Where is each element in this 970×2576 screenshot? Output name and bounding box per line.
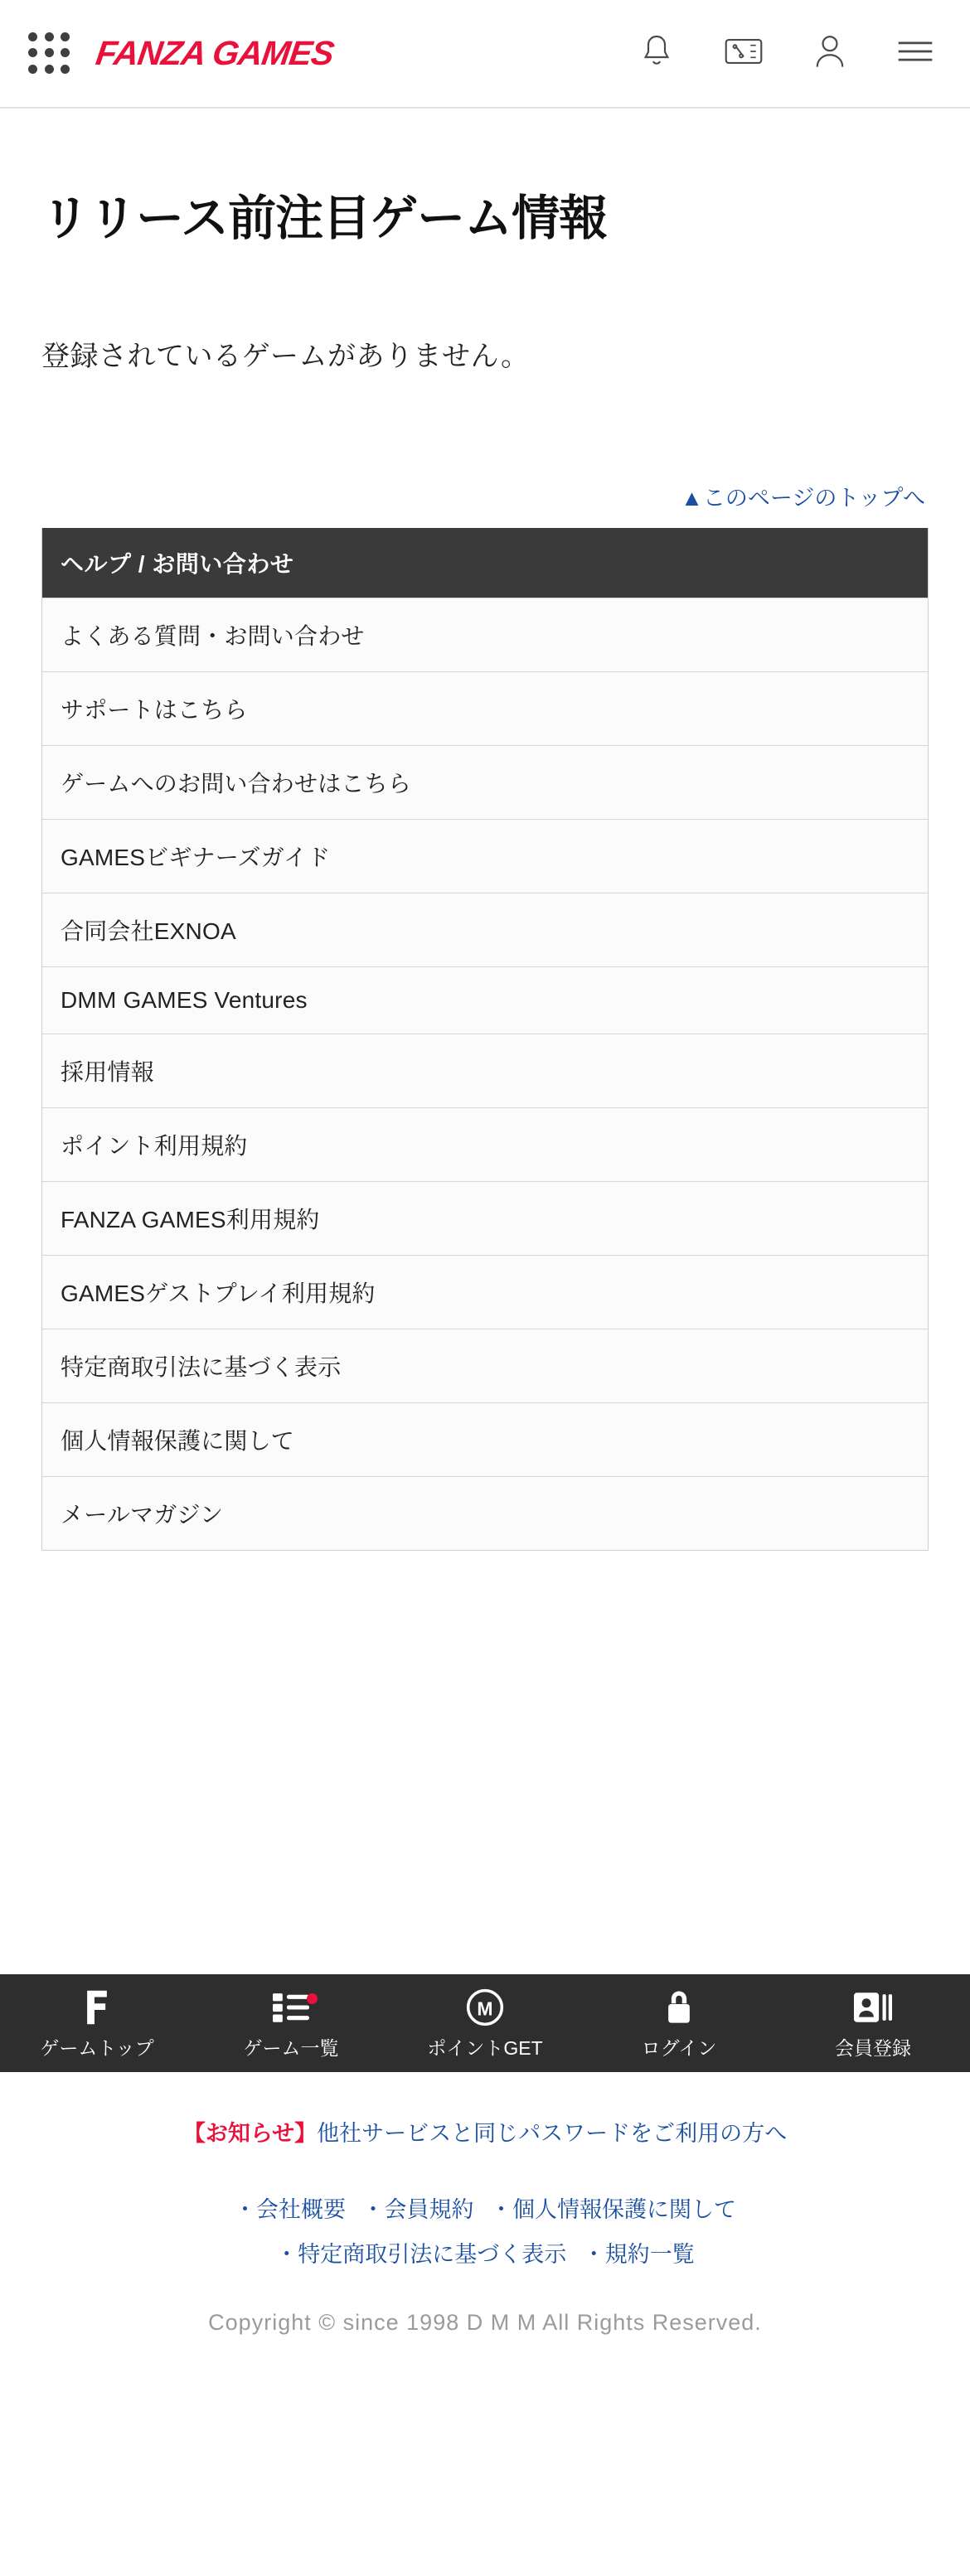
list-item[interactable]: ポイント利用規約 <box>42 1107 928 1181</box>
footer-link[interactable]: ・個人情報保護に関して <box>490 2197 737 2222</box>
footer-link[interactable]: ・会社概要 <box>233 2197 346 2222</box>
list-icon <box>194 1987 388 2028</box>
notification-badge-dot <box>307 1993 318 2004</box>
site-footer <box>0 2072 970 2336</box>
list-item[interactable]: 特定商取引法に基づく表示 <box>42 1329 928 1402</box>
copyright-text: Copyright © since 1998 D M M All Rights Reserved. <box>208 2310 762 2335</box>
notice-tag: 【お知らせ】 <box>182 2121 318 2146</box>
notice-text[interactable]: 他社サービスと同じパスワードをご利用の方へ <box>317 2121 788 2146</box>
bottom-navigation-bar <box>0 1974 970 2072</box>
list-item[interactable]: 採用情報 <box>42 1034 928 1107</box>
help-section <box>41 528 929 1551</box>
help-section-heading: ヘルプ / お問い合わせ <box>42 528 928 598</box>
nav-item-point-get[interactable] <box>388 1987 582 2060</box>
nav-label: ポイントGET <box>427 2036 543 2059</box>
coupon-icon[interactable] <box>725 36 763 70</box>
list-item[interactable]: 個人情報保護に関して <box>42 1402 928 1476</box>
nav-label: 会員登録 <box>835 2036 911 2059</box>
svg-text:M: M <box>477 1997 493 2020</box>
lock-icon <box>582 1987 776 2028</box>
user-icon[interactable] <box>814 33 846 74</box>
nav-label: ゲーム一覧 <box>243 2036 339 2059</box>
empty-state-message: 登録されているゲームがありません。 <box>41 340 530 372</box>
point-m-icon <box>388 1987 582 2028</box>
page-title: リリース前注目ゲーム情報 <box>41 191 607 245</box>
nav-item-game-top[interactable] <box>0 1987 194 2060</box>
header-icon-group <box>640 33 942 74</box>
list-item[interactable]: 合同会社EXNOA <box>42 893 928 966</box>
notice-line[interactable] <box>33 2115 937 2147</box>
footer-link[interactable]: ・特定商取引法に基づく表示 <box>275 2242 567 2267</box>
list-item[interactable]: GAMESゲストプレイ利用規約 <box>42 1255 928 1329</box>
f-logo-icon <box>0 1987 194 2028</box>
nav-item-game-list[interactable] <box>194 1987 388 2060</box>
nav-label: ログイン <box>641 2036 717 2059</box>
nav-item-login[interactable] <box>582 1987 776 2060</box>
list-item[interactable]: よくある質問・お問い合わせ <box>42 598 928 671</box>
nav-item-register[interactable] <box>776 1987 970 2060</box>
list-item[interactable]: DMM GAMES Ventures <box>42 966 928 1034</box>
bell-icon[interactable] <box>640 33 673 74</box>
footer-link[interactable]: ・会員規約 <box>361 2197 474 2222</box>
list-item[interactable]: FANZA GAMES利用規約 <box>42 1181 928 1255</box>
list-item[interactable]: サポートはこちら <box>42 671 928 745</box>
brand-logo[interactable]: FANZA GAMES <box>93 34 337 72</box>
back-to-top-anchor[interactable]: ▲このページのトップへ <box>681 485 925 511</box>
apps-grid-icon[interactable] <box>28 32 71 75</box>
nav-label: ゲームトップ <box>40 2036 154 2059</box>
footer-links <box>33 2187 937 2277</box>
list-item[interactable]: GAMESビギナーズガイド <box>42 819 928 893</box>
hamburger-menu-icon[interactable] <box>897 37 934 70</box>
footer-link[interactable]: ・規約一覧 <box>582 2242 695 2267</box>
site-header <box>0 0 970 109</box>
back-to-top-link[interactable] <box>41 480 929 512</box>
main-content <box>0 190 970 1551</box>
footer-links-row-1 <box>33 2187 937 2232</box>
list-item[interactable]: メールマガジン <box>42 1476 928 1550</box>
footer-links-row-2 <box>33 2232 937 2277</box>
member-card-icon <box>776 1987 970 2028</box>
list-item[interactable]: ゲームへのお問い合わせはこちら <box>42 745 928 819</box>
